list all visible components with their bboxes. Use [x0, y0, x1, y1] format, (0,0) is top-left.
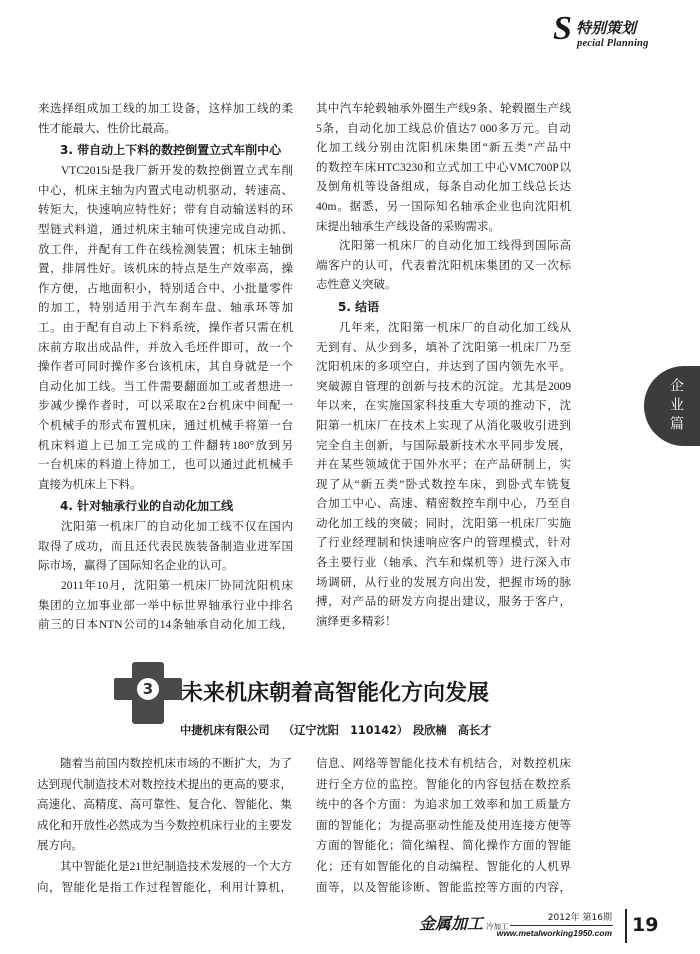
text-line: 床提出轴承生产线设备的采购需求。: [316, 220, 500, 233]
text-line: 演绎更多精彩！: [316, 615, 397, 628]
article2-right-column: [316, 754, 571, 898]
paragraph: [38, 518, 293, 577]
text-line: 操作者可同时操作多台该机床，其自身就是一个: [38, 361, 293, 374]
text-line: 中心，机床主轴为内置式电动机驱动，转速高、: [38, 184, 293, 197]
text-line: 置，排屑性好。该机床的特点是生产效率高，操: [38, 263, 293, 276]
text-line: 合加工中心、高速、精密数控车削中心，乃至自: [316, 498, 571, 511]
text-line: 高速化、高精度、高可靠性、复合化、智能化、集: [37, 799, 292, 812]
paragraph: [38, 162, 293, 495]
paragraph: [37, 754, 292, 857]
text-line: 化；还有如智能化的自动编程、智能化的人机界: [316, 860, 571, 873]
text-line: 阳第一机床厂在技术上实现了从消化吸收引进到: [316, 419, 571, 432]
section-title: 特别策划: [576, 19, 637, 37]
text-line: 统中的各个方面：为追求加工效率和加工质量方: [316, 799, 571, 812]
text-line: 的加工，特别适用于汽车刹车盘、轴承环等加: [38, 302, 293, 315]
text-line: 无到有、从少到多，填补了沈阳第一机床厂乃至: [316, 341, 571, 354]
page-number: 19: [632, 914, 659, 936]
text-line: 信息、网络等智能化技术有机结合，对数控机床: [316, 758, 571, 770]
text-line: 达到现代制造技术对数控技术提出的更高的要求，: [37, 778, 292, 791]
text-line: 其中汽车轮毂轴承外圈生产线9条、轮毂圈生产线: [316, 103, 571, 115]
text-line: 自动化加工线。当工件需要翻面加工或者想进一: [38, 380, 293, 393]
magazine-logo-subtitle: 冷加工: [486, 922, 509, 931]
text-line: 性才能最大、性价比最高。: [38, 122, 176, 135]
text-line: 工。由于配有自动上下料系统，操作者只需在机: [38, 321, 293, 334]
footer-divider: [510, 925, 613, 926]
text-line: 40m。据悉，另一国际知名轴承企业也向沈阳机: [316, 200, 571, 213]
text-line: 集团的立加事业部一举中标世界轴承行业中排名: [38, 599, 293, 612]
side-category-tab: [644, 366, 700, 446]
issue-label: 2012年 第16期: [547, 913, 612, 923]
paragraph: [38, 577, 293, 636]
section-subtitle: pecial Planning: [577, 38, 649, 49]
text-line: 各主要行业（轴承、汽车和煤机等）进行深入市: [316, 557, 571, 570]
byline-location: （辽宁沈阳 110142）: [283, 724, 409, 737]
text-line: 来选择组成加工线的加工设备，这样加工线的柔: [38, 103, 293, 115]
text-line: 转矩大，快速响应特性好；带有自动输送料的环: [38, 204, 293, 217]
text-line: 动化加工线的突破；同时，沈阳第一机床厂实施: [316, 517, 571, 530]
text-line: 及倒角机等设备组成，每条自动化加工线总长达: [316, 181, 571, 194]
article2-left-column: [37, 754, 292, 898]
text-line: 年以来，在实施国家科技重大专项的推动下，沈: [316, 400, 571, 413]
text-line: 际市场，赢得了国际知名企业的认可。: [38, 560, 234, 573]
text-line: 完全自主创新，与国际最新技术水平同步发展，: [316, 439, 571, 452]
side-category-label: 企业篇: [668, 377, 684, 435]
text-line: 志性意义突破。: [316, 279, 397, 292]
text-line: 5条，自动化加工线总价值达7 000多万元。自动: [316, 122, 571, 135]
text-line: 向，智能化是指工作过程智能化，利用计算机，: [37, 881, 292, 894]
section-heading-5: 5. 结语: [338, 299, 380, 314]
page-number-divider: [625, 909, 627, 943]
text-line: 个机械手的形式布置机床，通过机械手将第一台: [38, 419, 293, 432]
text-line: 端客户的认可，代表着沈阳机床集团的又一次标: [316, 259, 571, 272]
text-line: 前三的日本NTN公司的14条轴承自动化加工线，: [38, 619, 293, 632]
text-line: 直接为机床上下料。: [38, 478, 142, 491]
website-link: www.metalworking1950.com: [496, 928, 612, 938]
text-line: 了行业经理制和快速响应客户的管理模式，针对: [316, 537, 571, 550]
text-line: 步减少操作者时，可以采取在2台机床中间配一: [38, 400, 293, 413]
text-line: VTC2015i是我厂新开发的数控倒置立式车削: [61, 165, 293, 178]
paragraph: [37, 857, 292, 898]
badge-number: 3: [142, 680, 154, 698]
text-line: 放工件，并配有工件在线检测装置；机床主轴倒: [38, 243, 293, 256]
text-line: 沈阳机床的多项空白，并达到了国内领先水平。: [316, 361, 571, 374]
text-line: 化加工线分别由沈阳机床集团“新五类”产品中: [316, 142, 571, 155]
magazine-logo: 金属加工: [419, 914, 484, 933]
byline-company: 中捷机床有限公司: [180, 724, 270, 737]
text-line: 随着当前国内数控机床市场的不断扩大，为了: [60, 758, 292, 770]
section-heading-4: 4. 针对轴承行业的自动化加工线: [60, 499, 234, 514]
paragraph: [38, 100, 293, 139]
text-line: 场调研，从行业的发展方向出发，把握市场的脉: [316, 576, 571, 589]
article-title: 未来机床朝着高智能化方向发展: [181, 680, 490, 706]
text-line: 展方向。: [37, 840, 83, 853]
byline-authors: 段欣楠 高长才: [413, 724, 492, 737]
text-line: 现了从“新五类”卧式数控车床，到卧式车铣复: [316, 478, 571, 491]
text-line: 一台机床的料道上待加工，也可以通过此机械手: [38, 459, 293, 472]
article-number-badge: [112, 660, 184, 726]
article1-right-column: [316, 100, 571, 632]
article1-left-column: [38, 100, 293, 636]
text-line: 机床料道上已加工完成的工件翻转180°放到另: [38, 439, 293, 452]
text-line: 进行全方位的监控。智能化的内容包括在数控系: [316, 778, 571, 791]
text-line: 沈阳第一机床厂的自动化加工线不仅在国内: [61, 521, 293, 534]
paragraph: [316, 319, 571, 633]
text-line: 面等，以及智能诊断、智能监控等方面的内容，: [316, 881, 571, 894]
text-line: 作方便，占地面积小，特别适合中、小批量零件: [38, 282, 293, 295]
text-line: 并在某些领域优于国外水平；在产品研制上，实: [316, 459, 571, 472]
paragraph: [316, 237, 571, 296]
text-line: 2011年10月，沈阳第一机床厂协同沈阳机床: [61, 580, 293, 593]
text-line: 搏，对产品的研发方向提出建议，服务于客户，: [316, 596, 571, 609]
text-line: 几年来，沈阳第一机床厂的自动化加工线从: [339, 321, 571, 334]
text-line: 其中智能化是21世纪制造技术发展的一个大方: [60, 860, 292, 873]
text-line: 面的智能化；为提高驱动性能及使用连接方便等: [316, 819, 571, 832]
text-line: 成化和开放性必然成为当今数控机床行业的主要发: [37, 819, 292, 832]
section-heading-3: 3. 带自动上下料的数控倒置立式车削中心: [60, 143, 282, 158]
paragraph: [316, 754, 571, 898]
section-initial-letter: S: [553, 10, 572, 47]
text-line: 沈阳第一机床厂的自动化加工线得到国际高: [339, 240, 571, 253]
text-line: 方面的智能化；简化编程、简化操作方面的智能: [316, 840, 571, 853]
text-line: 突破源自管理的创新与技术的沉淀。尤其是2009: [316, 380, 571, 393]
paragraph: [316, 100, 571, 237]
text-line: 取得了成功，而且还代表民族装备制造业进军国: [38, 540, 293, 553]
text-line: 的数控车床HTC3230和立式加工中心VMC700P以: [316, 161, 571, 174]
text-line: 床前方取出成品件，并放入毛坯件即可，故一个: [38, 341, 293, 354]
text-line: 型链式料道，通过机床主轴可快速完成自动抓、: [38, 223, 293, 236]
